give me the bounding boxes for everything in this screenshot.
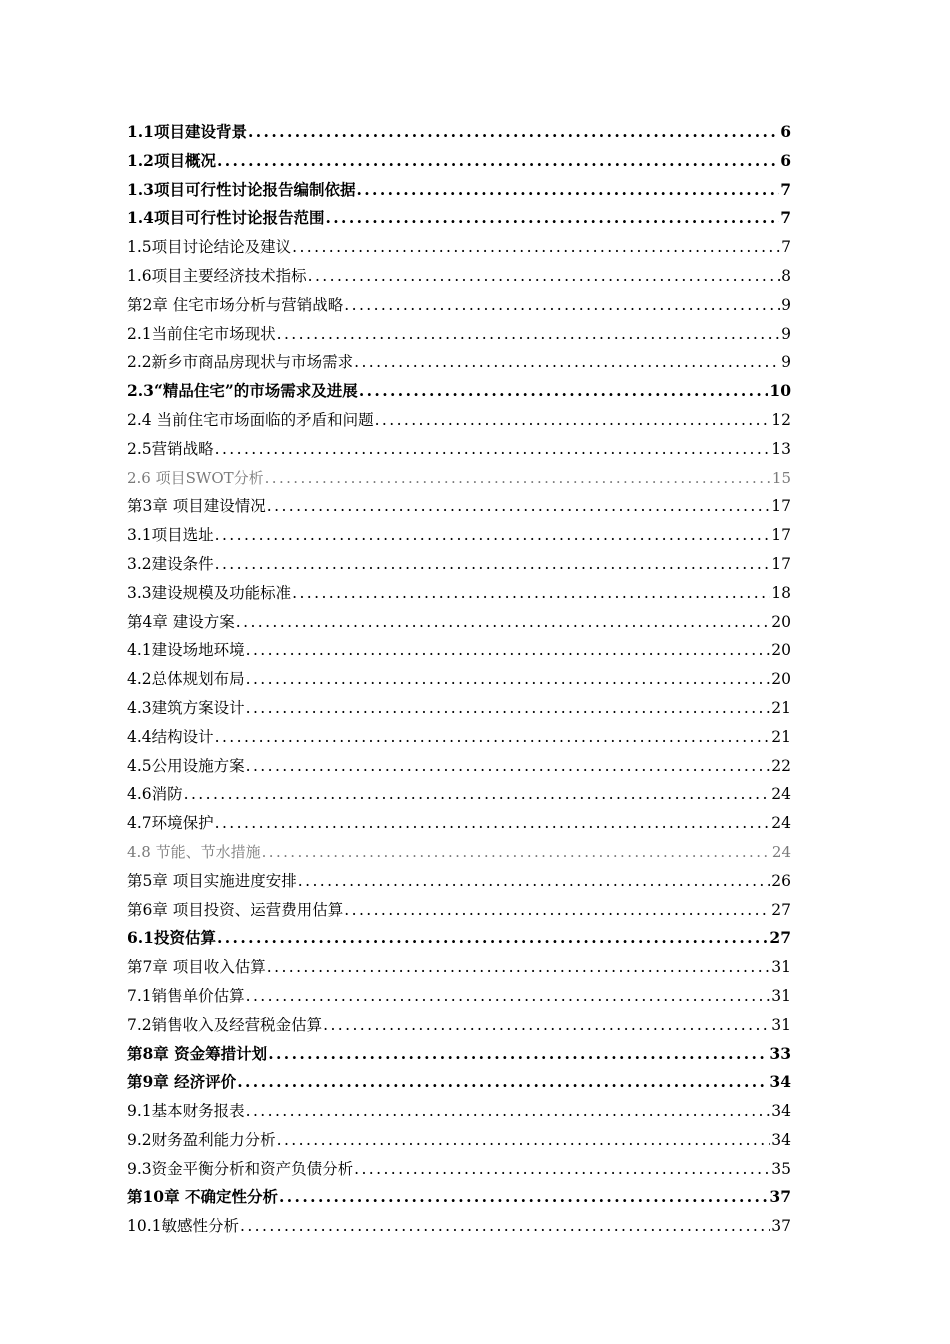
toc-entry-title: 4.2总体规划布局 (127, 670, 245, 689)
toc-entry-title: 4.7环境保护 (127, 814, 214, 833)
toc-entry[interactable] (127, 694, 791, 723)
toc-dot-leader (268, 1040, 768, 1069)
toc-entry-page-number: 7 (780, 179, 791, 199)
toc-dot-leader (298, 867, 770, 896)
toc-entry-title: 2.2新乡市商品房现状与市场需求 (127, 353, 354, 372)
toc-entry[interactable] (127, 147, 791, 176)
toc-entry-title: 9.2财务盈利能力分析 (127, 1130, 276, 1149)
toc-entry-page-number: 8 (781, 266, 791, 285)
table-of-contents (127, 118, 791, 1241)
toc-entry-title: 第9章 经济评价 (127, 1072, 237, 1092)
toc-dot-leader (248, 118, 779, 147)
toc-entry-title: 第7章 项目收入估算 (127, 958, 266, 977)
toc-dot-leader (277, 320, 780, 349)
toc-entry[interactable] (127, 982, 791, 1011)
toc-entry-title: 1.4项目可行性讨论报告范围 (127, 208, 325, 228)
toc-dot-leader (344, 291, 780, 320)
toc-entry-page-number: 21 (771, 698, 791, 717)
toc-entry-title: 2.5营销战略 (127, 439, 214, 458)
toc-entry-page-number: 34 (769, 1072, 791, 1092)
toc-entry-page-number: 31 (771, 958, 791, 977)
toc-dot-leader (292, 579, 770, 608)
toc-entry-title: 7.2销售收入及经营税金估算 (127, 1015, 323, 1034)
toc-dot-leader (215, 435, 771, 464)
toc-entry-page-number: 20 (771, 641, 791, 660)
toc-entry[interactable] (127, 233, 791, 262)
toc-entry-title: 第6章 项目投资、运营费用估算 (127, 900, 344, 919)
toc-entry-page-number: 6 (780, 122, 791, 141)
toc-entry[interactable] (127, 924, 791, 953)
toc-entry-title: 2.6 项目SWOT分析 (127, 468, 264, 487)
toc-entry[interactable] (127, 809, 791, 838)
toc-entry-title: 第3章 项目建设情况 (127, 497, 266, 516)
toc-entry[interactable] (127, 550, 791, 579)
toc-entry-title: 3.3建设规模及功能标准 (127, 583, 292, 602)
toc-entry-page-number: 31 (771, 1015, 791, 1034)
toc-entry-title: 2.1当前住宅市场现状 (127, 324, 276, 343)
toc-dot-leader (279, 1183, 768, 1212)
toc-entry[interactable] (127, 780, 791, 809)
toc-entry[interactable] (127, 867, 791, 896)
toc-dot-leader (325, 204, 779, 233)
toc-entry[interactable] (127, 1068, 791, 1097)
toc-entry[interactable] (127, 752, 791, 781)
toc-entry-title: 1.6项目主要经济技术指标 (127, 266, 307, 285)
toc-entry-title: 4.6消防 (127, 785, 183, 804)
toc-entry-page-number: 17 (771, 526, 791, 545)
toc-entry[interactable] (127, 665, 791, 694)
toc-entry-page-number: 26 (771, 871, 791, 890)
toc-entry[interactable] (127, 492, 791, 521)
toc-entry-title: 第4章 建设方案 (127, 612, 235, 631)
toc-entry[interactable] (127, 377, 791, 406)
toc-dot-leader (215, 809, 771, 838)
toc-entry[interactable] (127, 320, 791, 349)
toc-entry[interactable] (127, 521, 791, 550)
toc-entry-page-number: 20 (771, 612, 791, 631)
toc-entry-title: 6.1投资估算 (127, 928, 216, 948)
toc-entry-page-number: 17 (771, 554, 791, 573)
toc-entry-title: 3.1项目选址 (127, 526, 214, 545)
toc-entry[interactable] (127, 838, 791, 867)
toc-entry-page-number: 6 (780, 150, 791, 170)
toc-entry-title: 9.1基本财务报表 (127, 1102, 245, 1121)
toc-dot-leader (215, 550, 771, 579)
toc-dot-leader (237, 1068, 768, 1097)
toc-dot-leader (217, 147, 779, 176)
toc-entry[interactable] (127, 896, 791, 925)
toc-entry-page-number: 9 (781, 353, 791, 372)
toc-entry[interactable] (127, 1155, 791, 1184)
toc-entry-page-number: 20 (771, 670, 791, 689)
toc-entry-page-number: 17 (771, 497, 791, 516)
toc-dot-leader (184, 780, 771, 809)
toc-entry-page-number: 18 (771, 583, 791, 602)
toc-dot-leader (267, 953, 770, 982)
toc-entry-page-number: 34 (771, 1130, 791, 1149)
toc-entry-title: 第10章 不确定性分析 (127, 1187, 278, 1207)
toc-entry-page-number: 9 (781, 324, 791, 343)
toc-entry-title: 4.1建设场地环境 (127, 641, 245, 660)
toc-entry-title: 4.8 节能、节水措施 (127, 842, 261, 861)
toc-dot-leader (292, 233, 780, 262)
toc-entry-title: 1.5项目讨论结论及建议 (127, 238, 292, 257)
toc-dot-leader (265, 464, 771, 493)
toc-entry[interactable] (127, 118, 791, 147)
toc-entry[interactable] (127, 204, 791, 233)
toc-entry[interactable] (127, 435, 791, 464)
toc-entry[interactable] (127, 406, 791, 435)
toc-entry[interactable] (127, 1011, 791, 1040)
toc-entry-title: 3.2建设条件 (127, 554, 214, 573)
toc-dot-leader (323, 1011, 770, 1040)
toc-entry-page-number: 37 (769, 1187, 791, 1207)
toc-entry-page-number: 22 (771, 756, 791, 775)
toc-entry[interactable] (127, 464, 791, 493)
toc-dot-leader (277, 1126, 771, 1155)
toc-dot-leader (246, 694, 771, 723)
toc-entry-page-number: 37 (771, 1217, 791, 1236)
toc-entry-page-number: 12 (771, 410, 791, 429)
toc-dot-leader (356, 176, 779, 205)
toc-entry-page-number: 7 (780, 208, 791, 228)
toc-dot-leader (262, 838, 771, 867)
toc-dot-leader (240, 1212, 770, 1241)
toc-entry-page-number: 7 (781, 238, 791, 257)
toc-entry-title: 10.1敏感性分析 (127, 1217, 240, 1236)
toc-dot-leader (308, 262, 780, 291)
toc-entry-page-number: 21 (771, 727, 791, 746)
toc-dot-leader (215, 723, 771, 752)
toc-entry-title: 2.3“精品住宅”的市场需求及进展 (127, 381, 358, 401)
toc-dot-leader (246, 665, 771, 694)
toc-entry-title: 4.3建筑方案设计 (127, 698, 245, 717)
toc-entry-page-number: 33 (769, 1043, 791, 1063)
toc-entry[interactable] (127, 579, 791, 608)
toc-entry-page-number: 27 (771, 900, 791, 919)
toc-dot-leader (267, 492, 770, 521)
toc-entry[interactable] (127, 1212, 791, 1241)
toc-entry[interactable] (127, 1097, 791, 1126)
toc-entry-title: 4.5公用设施方案 (127, 756, 245, 775)
toc-entry-page-number: 35 (771, 1159, 791, 1178)
toc-entry-page-number: 9 (781, 295, 791, 314)
toc-entry-page-number: 27 (769, 928, 791, 948)
toc-dot-leader (246, 752, 771, 781)
toc-entry-page-number: 34 (771, 1102, 791, 1121)
toc-entry-title: 1.3项目可行性讨论报告编制依据 (127, 179, 356, 199)
toc-entry-title: 第8章 资金筹措计划 (127, 1043, 268, 1063)
toc-entry[interactable] (127, 953, 791, 982)
toc-entry-page-number: 24 (771, 842, 791, 861)
toc-entry[interactable] (127, 176, 791, 205)
toc-entry-page-number: 24 (771, 814, 791, 833)
toc-dot-leader (217, 924, 768, 953)
toc-entry-title: 9.3资金平衡分析和资产负债分析 (127, 1159, 354, 1178)
toc-dot-leader (246, 982, 771, 1011)
toc-dot-leader (354, 348, 780, 377)
toc-entry[interactable] (127, 636, 791, 665)
toc-entry-title: 2.4 当前住宅市场面临的矛盾和问题 (127, 410, 374, 429)
toc-dot-leader (359, 377, 769, 406)
toc-dot-leader (354, 1155, 770, 1184)
toc-entry-title: 1.2项目概况 (127, 150, 216, 170)
toc-dot-leader (246, 1097, 771, 1126)
toc-entry[interactable] (127, 608, 791, 637)
toc-entry-page-number: 15 (771, 468, 791, 487)
toc-dot-leader (344, 896, 770, 925)
toc-entry[interactable] (127, 262, 791, 291)
toc-entry-title: 第5章 项目实施进度安排 (127, 871, 297, 890)
toc-entry-title: 第2章 住宅市场分析与营销战略 (127, 295, 344, 314)
toc-entry[interactable] (127, 1040, 791, 1069)
toc-dot-leader (375, 406, 771, 435)
toc-entry-title: 4.4结构设计 (127, 727, 214, 746)
toc-dot-leader (215, 521, 771, 550)
toc-entry[interactable] (127, 348, 791, 377)
toc-entry-page-number: 13 (771, 439, 791, 458)
toc-entry[interactable] (127, 1183, 791, 1212)
toc-entry[interactable] (127, 723, 791, 752)
toc-entry-page-number: 24 (771, 785, 791, 804)
toc-entry-title: 7.1销售单价估算 (127, 986, 245, 1005)
toc-entry[interactable] (127, 1126, 791, 1155)
toc-entry-title: 1.1项目建设背景 (127, 122, 247, 141)
toc-dot-leader (246, 636, 771, 665)
toc-entry-page-number: 31 (771, 986, 791, 1005)
toc-dot-leader (236, 608, 770, 637)
toc-entry[interactable] (127, 291, 791, 320)
toc-entry-page-number: 10 (769, 381, 791, 401)
